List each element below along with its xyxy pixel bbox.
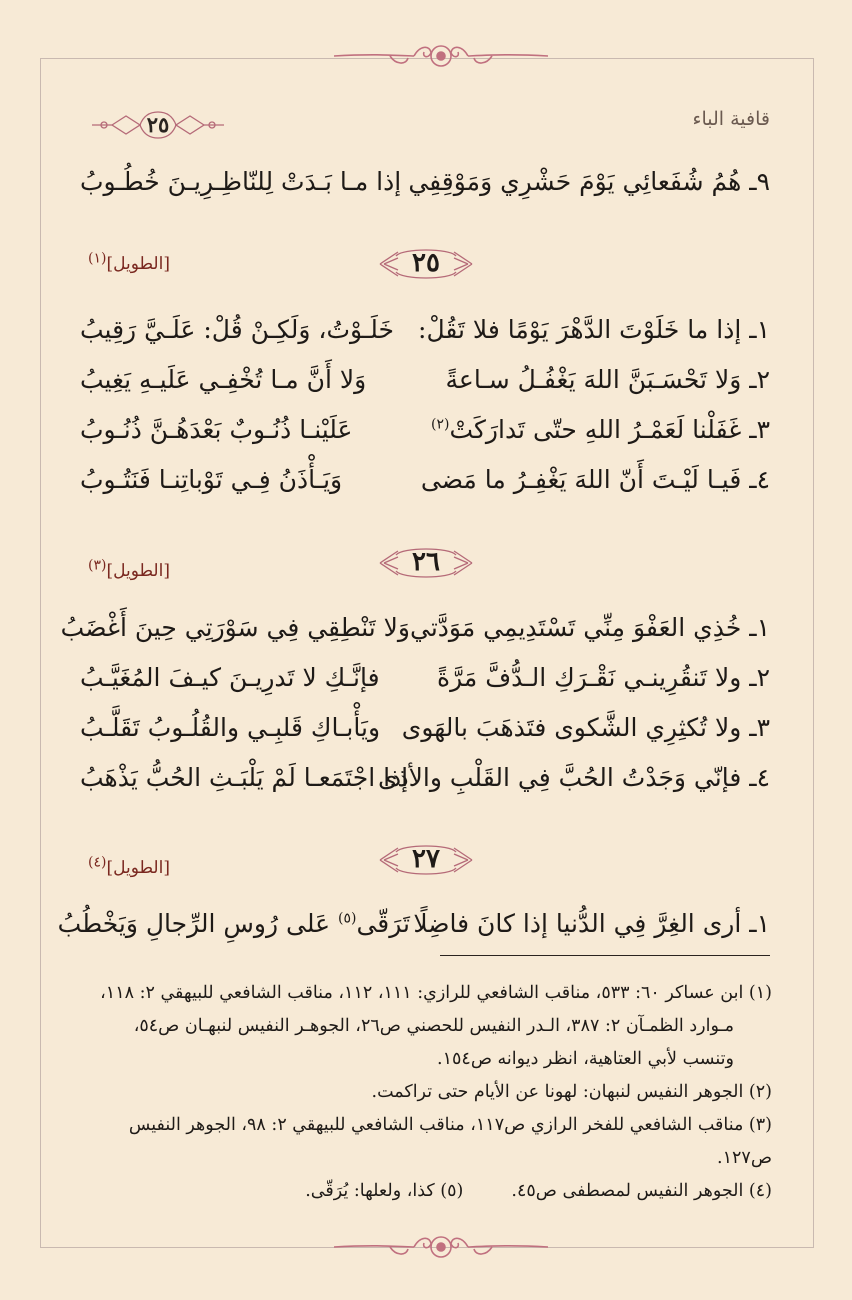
verse-first-hemistich: ٩ـ هُمُ شُفَعائِي يَوْمَ حَشْرِي وَمَوْقِفِي <box>408 167 770 196</box>
bottom-ornament-icon <box>330 1232 552 1262</box>
footnote-separator <box>440 955 770 956</box>
footnotes <box>72 977 772 1208</box>
verse-second-hemistich: فإنَّـكِ لا تَدرِيـنَ كيـفَ المُغَيَّـبُ <box>80 663 380 692</box>
verse-prev-9 <box>80 160 770 204</box>
verse <box>80 656 770 700</box>
footnote-ref: (٢) <box>431 416 450 433</box>
verse-second-hemistich: إذا اجْتَمَعـا لَمْ يَلْبَـثِ الحُبُّ يَذْهَبُ <box>80 763 409 792</box>
footnote-5: (٥) كذا، ولعلها: يُرَقّى. <box>305 1181 464 1201</box>
verse-first-hemistich: ٢ـ وَلا تَحْسَـبَنَّ اللهَ يَغْفُـلُ سـاعةً <box>445 365 770 394</box>
footnote-1-cont: وتنسب لأبي العتاهية، انظر ديوانه ص١٥٤. <box>437 1049 734 1069</box>
verse <box>57 902 770 946</box>
verse <box>80 408 770 452</box>
poem-meter <box>88 250 170 274</box>
footnote-4-5 <box>72 1175 772 1208</box>
meter-label: [الطويل] <box>106 858 170 878</box>
page-number: ٢٥ <box>146 112 170 137</box>
footnote-1: (١) ابن عساكر ٦٠: ٥٣٣، مناقب الشافعي للرازي: ١١١، ١١٢، مناقب الشافعي للبيهقي ٢: ١١٨، <box>100 983 772 1003</box>
footnote-ref: (٤) <box>88 854 107 871</box>
verse <box>80 308 770 352</box>
verse <box>60 606 770 650</box>
verse-second-hemistich: وَلا تَنْطِقِي فِي سَوْرَتِي حِينَ أَغْضَبُ <box>60 613 410 642</box>
verse-second-hemistich: عَلَيْنـا ذُنُـوبٌ بَعْدَهُـنَّ ذُنُـوبُ <box>80 415 353 444</box>
poem-number: ٢٦ <box>412 547 440 577</box>
poem-meter <box>88 854 170 878</box>
meter-label: [الطويل] <box>106 561 170 581</box>
verse-second-hemistich: وَيَـأْذَنُ فِـي تَوْباتِنـا فَنَتُـوبُ <box>80 465 343 494</box>
poem-meter <box>88 557 170 581</box>
verse-first-hemistich: ١ـ إذا ما خَلَوْتَ الدَّهْرَ يَوْمًا فلا تَقُلْ: <box>418 315 770 344</box>
verse-second-hemistich: إذا مـا بَـدَتْ لِلنّاظِـرِيـنَ خُطُـوبُ <box>80 167 402 196</box>
running-header-title: قافية الباء <box>692 108 770 130</box>
verse <box>80 706 770 750</box>
verse <box>80 458 770 502</box>
poem-number: ٢٧ <box>412 844 440 874</box>
verse-first-hemistich: ٤ـ فإنّي وَجَدْتُ الحُبَّ فِي القَلْبِ والأذى <box>377 763 770 792</box>
verse-first-hemistich <box>431 408 770 452</box>
verse <box>80 358 770 402</box>
footnote-2: (٢) الجوهر النفيس لنبهان: لهونا عن الأيام حتى تراكمت. <box>371 1082 772 1102</box>
poem-heading <box>0 543 852 589</box>
verse-first-hemistich: ١ـ خُذِي العَفْوَ مِنِّي تَسْتَدِيمِي مَوَدَّتي <box>409 613 770 642</box>
verse-second-hemistich: خَلَـوْتُ، وَلَكِـنْ قُلْ: عَلَـيَّ رَقِيبُ <box>80 315 394 344</box>
footnote-4: (٤) الجوهر النفيس لمصطفى ص٤٥. <box>511 1181 772 1201</box>
verse-second-hemistich <box>57 902 410 946</box>
hemistich-text: تَرَقّى <box>356 909 410 938</box>
poem-heading <box>0 840 852 886</box>
meter-label: [الطويل] <box>106 254 170 274</box>
footnote-ref: (٣) <box>88 557 107 574</box>
footnote-1-cont: مـوارد الظمـآن ٢: ٣٨٧، الـدر النفيس للحصني ص٢٦، الجوهـر النفيس لنبهـان ص٥٤، <box>133 1016 734 1036</box>
page-number-badge <box>90 108 226 142</box>
footnote-ref: (٥) <box>337 910 357 927</box>
verse-first-hemistich: ٤ـ فَيـا لَيْـتَ أَنّ اللهَ يَغْفِـرُ ما مَضى <box>420 465 770 494</box>
verse-first-hemistich: ١ـ أرى الغِرَّ فِي الدُّنيا إذا كانَ فاضِلًا <box>413 909 770 938</box>
footnote-3: (٣) مناقب الشافعي للفخر الرازي ص١١٧، مناقب الشافعي للبيهقي ٢: ٩٨، الجوهر النفيس ص١٢٧. <box>128 1115 772 1168</box>
poem-heading <box>0 244 852 290</box>
verse-first-hemistich: ٢ـ ولا تَنقُرِينـي نَقْـرَكِ الـدُّفَّ مَرَّةً <box>437 663 770 692</box>
hemistich-text: ٣ـ غَفَلْنا لَعَمْـرُ اللهِ حتّى تَدارَكَتْ <box>449 415 770 444</box>
footnote-ref: (١) <box>88 250 107 267</box>
poem-number: ٢٥ <box>412 248 440 278</box>
verse-second-hemistich: وَلا أَنَّ مـا تُخْفِـي عَلَيـهِ يَغِيبُ <box>80 365 367 394</box>
hemistich-text: عَلى رُوسِ الرِّجالِ وَيَخْطُبُ <box>57 909 331 938</box>
verse-first-hemistich: ٣ـ ولا تُكثِرِي الشَّكوى فتَذهَبَ بالهَوى <box>401 713 770 742</box>
verse-second-hemistich: ويَأْبـاكِ قَلبِـي والقُلُـوبُ تَقَلَّـبُ <box>80 713 381 742</box>
verse <box>80 756 770 800</box>
top-ornament-icon <box>330 41 552 71</box>
